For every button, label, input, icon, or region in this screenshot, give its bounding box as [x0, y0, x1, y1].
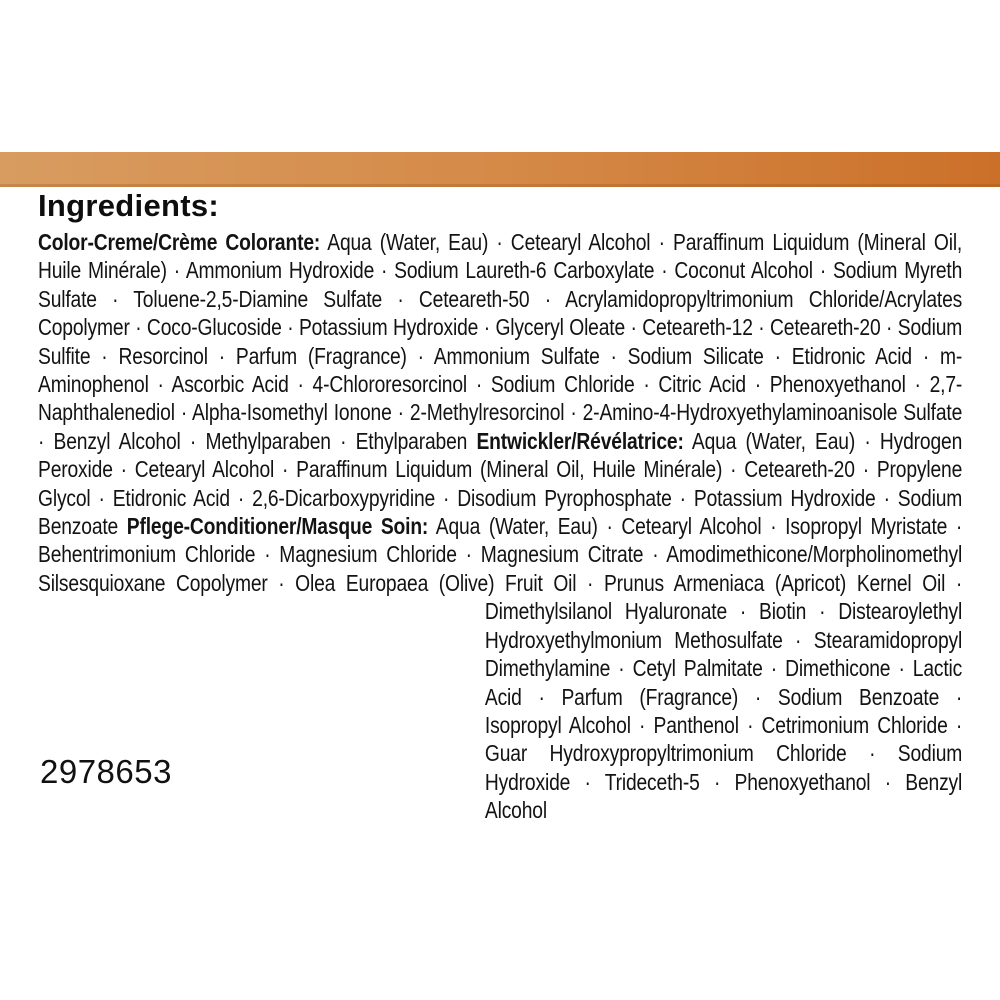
ingredients-text-wrapped: Oil · Dimethylsilanol Hyaluronate · Biotin · Distearoylethyl Hydroxyethylmonium Methosulfate · Stearamidopropyl Dimethylamine · Cetyl Palmitate · Dimethicone · Lactic Acid · Parfum (Fragrance) · Sodium Benzoate · Isopropyl Alcohol · Panthenol · Cetrimonium Chloride · Guar Hydroxypropyltrimonium Chloride · Sodium Hydroxide · Trideceth-5 · Phenoxyethanol · Benzyl Alcohol: [484, 569, 963, 824]
ingredients-heading: Ingredients:: [38, 188, 220, 223]
product-code: 2978653: [40, 753, 172, 790]
ingredients-paragraph: [38, 228, 962, 825]
ingredients-text-main: Color-Creme/Crème Colorante: Aqua (Water, Eau) · Cetearyl Alcohol · Paraffinum Liquidum (Mineral Oil, Huile Minérale) · Ammonium Hydroxide · Sodium Laureth-6 Carboxylate · Coconut Alcohol · Sodium Myreth Sulfate · Toluene-2,5-Diamine Sulfate · Ceteareth-50 · Acrylamidopropyltrimonium Chloride/Acrylates Copolymer · Coco-Glucoside · Potassium Hydroxide · Glyceryl Oleate · Ceteareth-12 · Ceteareth-20 · Sodium Sulfite · Resorcinol · Parfum (Fragrance) · Ammonium Sulfate · Sodium Silicate · Etidronic Acid · m-Aminophenol · Ascorbic Acid · 4-Chlororesorcinol · Sodium Chloride · Citric Acid · Phenoxyethanol · 2,7-Naphthalenediol · Alpha-Isomethyl Ionone · 2-Methylresorcinol · 2-Amino-4-Hydroxyethylaminoanisole Sulfate · Benzyl Alcohol · Methylparaben · Ethylparaben Entwickler/Révélatrice: Aqua (Water, Eau) · Hydrogen Peroxide · Cetearyl Alcohol · Paraffinum Liquidum (Mineral Oil, Huile Minérale) · Ceteareth-20 · Propylene Glycol · Etidronic Acid · 2,6-Dicarboxypyridine · Disodium Pyrophosphate · Potassium Hydroxide · Sodium Benzoate Pflege-Conditioner/Masque Soin: Aqua (Water, Eau) · Cetearyl Alcohol · Isopropyl Myristate · Behentrimonium Chloride · Magnesium Chloride · Magnesium Citrate · Amodimethicone/Morpholinomethyl Silsesquioxane Copolymer · Olea Europaea (Olive) Fruit Oil · Prunus Armeniaca (Apricot) Kernel: [38, 229, 963, 596]
label-content: [38, 187, 962, 825]
copper-gradient-bar: [0, 152, 1000, 187]
